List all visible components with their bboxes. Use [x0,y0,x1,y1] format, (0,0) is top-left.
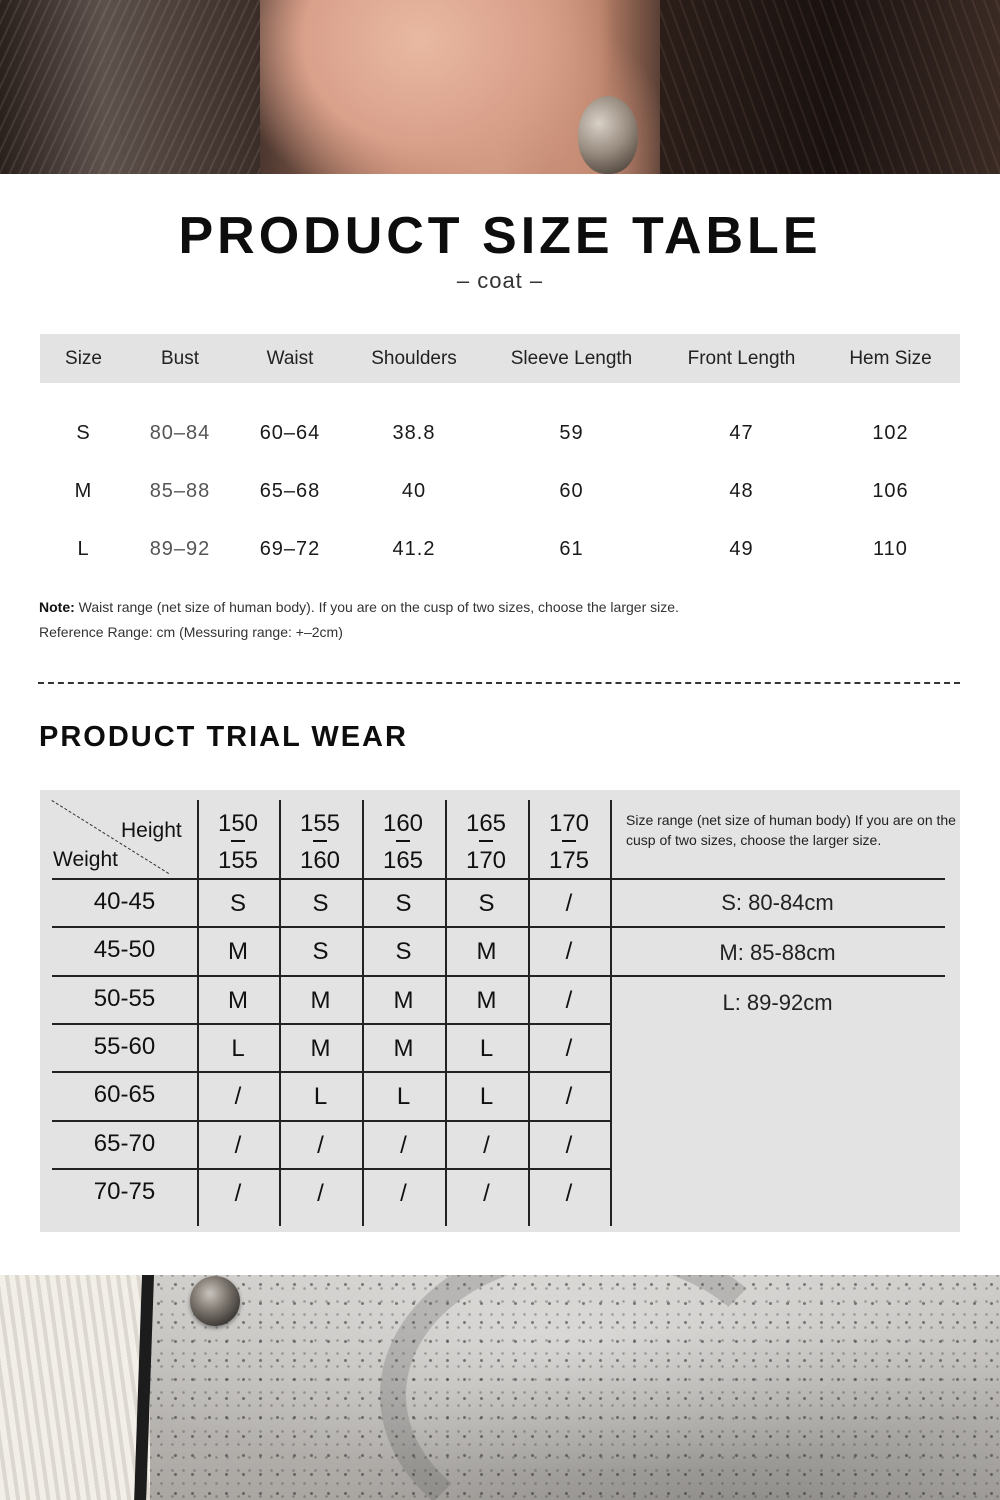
bust-range-label: L: 89-92cm [722,990,833,1016]
weight-range-cell: 60-65 [93,1081,156,1109]
table-row [40,404,960,462]
weight-range-cell: 50-55 [93,984,156,1012]
cell-shoulders: 41.2 [392,537,436,560]
recommended-size-cell: M [476,938,497,966]
cell-waist: 69–72 [259,537,321,560]
recommended-size-cell: / [565,1035,573,1063]
height-range-top: 165 [465,810,507,837]
bust-range-label: S: 80-84cm [721,890,834,915]
table-row [40,462,960,520]
weight-range-cell: 45-50 [93,936,156,964]
cell-waist: 60–64 [259,421,321,444]
cell-size: L [77,537,90,560]
header-bust: Bust [160,347,200,369]
cell-sleeve-length: 61 [559,537,584,560]
cell-front-length: 47 [729,421,754,444]
size-table-header [40,334,960,383]
header-front-length: Front Length [687,347,796,369]
cell-shoulders: 40 [401,479,427,502]
size-note [39,599,679,615]
size-table [40,334,960,578]
recommended-size-cell: / [400,1131,407,1159]
recommended-size-cell: / [483,1179,490,1207]
recommended-size-cell: / [565,890,573,918]
recommended-size-cell: / [317,1179,324,1207]
recommended-size-cell: S [395,938,412,966]
recommended-size-cell: M [310,986,331,1014]
page-subtitle: – coat – [456,268,544,293]
reference-range-note: Reference Range: cm (Messuring range: +–2cm) [39,624,343,640]
knit-sweater [0,1275,150,1500]
recommended-size-cell: L [479,1035,494,1063]
height-range-bottom: 175 [548,847,590,874]
recommended-size-cell: L [231,1035,245,1063]
corner-weight-label: Weight [53,848,118,871]
height-range-dash [396,840,410,842]
recommended-size-cell: / [234,1179,242,1207]
recommended-size-cell: S [395,890,412,918]
trial-wear-table [40,790,960,1232]
section-divider [38,682,960,684]
cell-waist: 65–68 [259,479,321,502]
recommended-size-cell: S [312,890,329,918]
header-waist: Waist [266,347,314,369]
recommended-size-cell: L [313,1083,328,1111]
coat-fabric-photo [0,1275,1000,1500]
bust-range-label: M: 85-88cm [719,940,836,966]
recommended-size-cell: M [393,986,414,1014]
cell-front-length: 49 [729,537,754,560]
cell-hem-size: 106 [872,479,909,502]
hair-left [0,0,260,174]
height-range-top: 160 [382,810,424,837]
cell-sleeve-length: 59 [559,421,584,444]
metal-button [190,1276,240,1326]
note-text: Waist range (net size of human body). If you are on the cusp of two sizes, choose the larger size. [74,599,679,615]
cell-size: S [76,421,91,444]
recommended-size-cell: / [565,1083,573,1111]
recommended-size-cell: / [483,1131,490,1159]
recommended-size-cell: M [476,986,497,1014]
recommended-size-cell: / [565,986,573,1014]
height-range-dash [313,840,327,842]
size-range-note: Size range (net size of human body) If you are on the cusp of two sizes, choose the larger size. [626,812,956,848]
weight-range-cell: 65-70 [93,1129,156,1157]
cell-bust: 89–92 [149,537,211,560]
height-range-bottom: 165 [382,847,424,874]
recommended-size-cell: / [400,1179,407,1207]
height-range-top: 150 [217,810,259,837]
recommended-size-cell: / [565,938,573,966]
hair-right [660,0,1000,174]
recommended-size-cell: M [310,1035,331,1063]
recommended-size-cell: S [229,890,246,918]
note-label: Note: [39,599,75,615]
cell-bust: 80–84 [149,421,211,444]
recommended-size-cell: / [565,1179,573,1207]
recommended-size-cell: L [479,1083,494,1111]
weight-range-cell: 70-75 [93,1177,156,1205]
height-range-dash [479,840,493,842]
recommended-size-cell: / [565,1131,573,1159]
weight-range-cell: 55-60 [93,1033,156,1061]
header-hem-size: Hem Size [849,347,932,369]
cell-sleeve-length: 60 [559,479,584,502]
trial-wear-title: PRODUCT TRIAL WEAR [39,721,408,753]
cell-shoulders: 38.8 [392,421,436,444]
cell-bust: 85–88 [149,479,211,502]
recommended-size-cell: / [234,1083,242,1111]
cell-front-length: 48 [729,479,754,502]
corner-height-label: Height [121,819,182,842]
height-range-dash [562,840,576,842]
recommended-size-cell: L [396,1083,411,1111]
recommended-size-cell: / [234,1131,242,1159]
height-range-bottom: 155 [217,847,259,874]
recommended-size-cell: / [317,1131,324,1159]
page-title: PRODUCT SIZE TABLE [178,207,822,265]
recommended-size-cell: M [228,938,248,966]
height-range-bottom: 160 [299,847,341,874]
height-range-bottom: 170 [465,847,507,874]
pearl-earring [578,96,638,174]
height-range-top: 170 [548,810,590,837]
cell-size: M [74,479,93,502]
model-neck-photo [0,0,1000,174]
weight-range-cell: 40-45 [93,888,156,916]
height-range-dash [231,840,245,842]
header-shoulders: Shoulders [371,347,457,369]
cell-hem-size: 102 [872,421,909,444]
recommended-size-cell: S [312,938,329,966]
height-range-top: 155 [299,810,341,837]
header-sleeve-length: Sleeve Length [510,347,633,369]
table-row [40,520,960,578]
recommended-size-cell: M [393,1035,414,1063]
header-size: Size [65,347,102,369]
recommended-size-cell: M [228,986,248,1014]
fabric-fold [380,1275,800,1500]
size-table-body [40,404,960,578]
recommended-size-cell: S [478,890,495,918]
cell-hem-size: 110 [873,537,908,560]
